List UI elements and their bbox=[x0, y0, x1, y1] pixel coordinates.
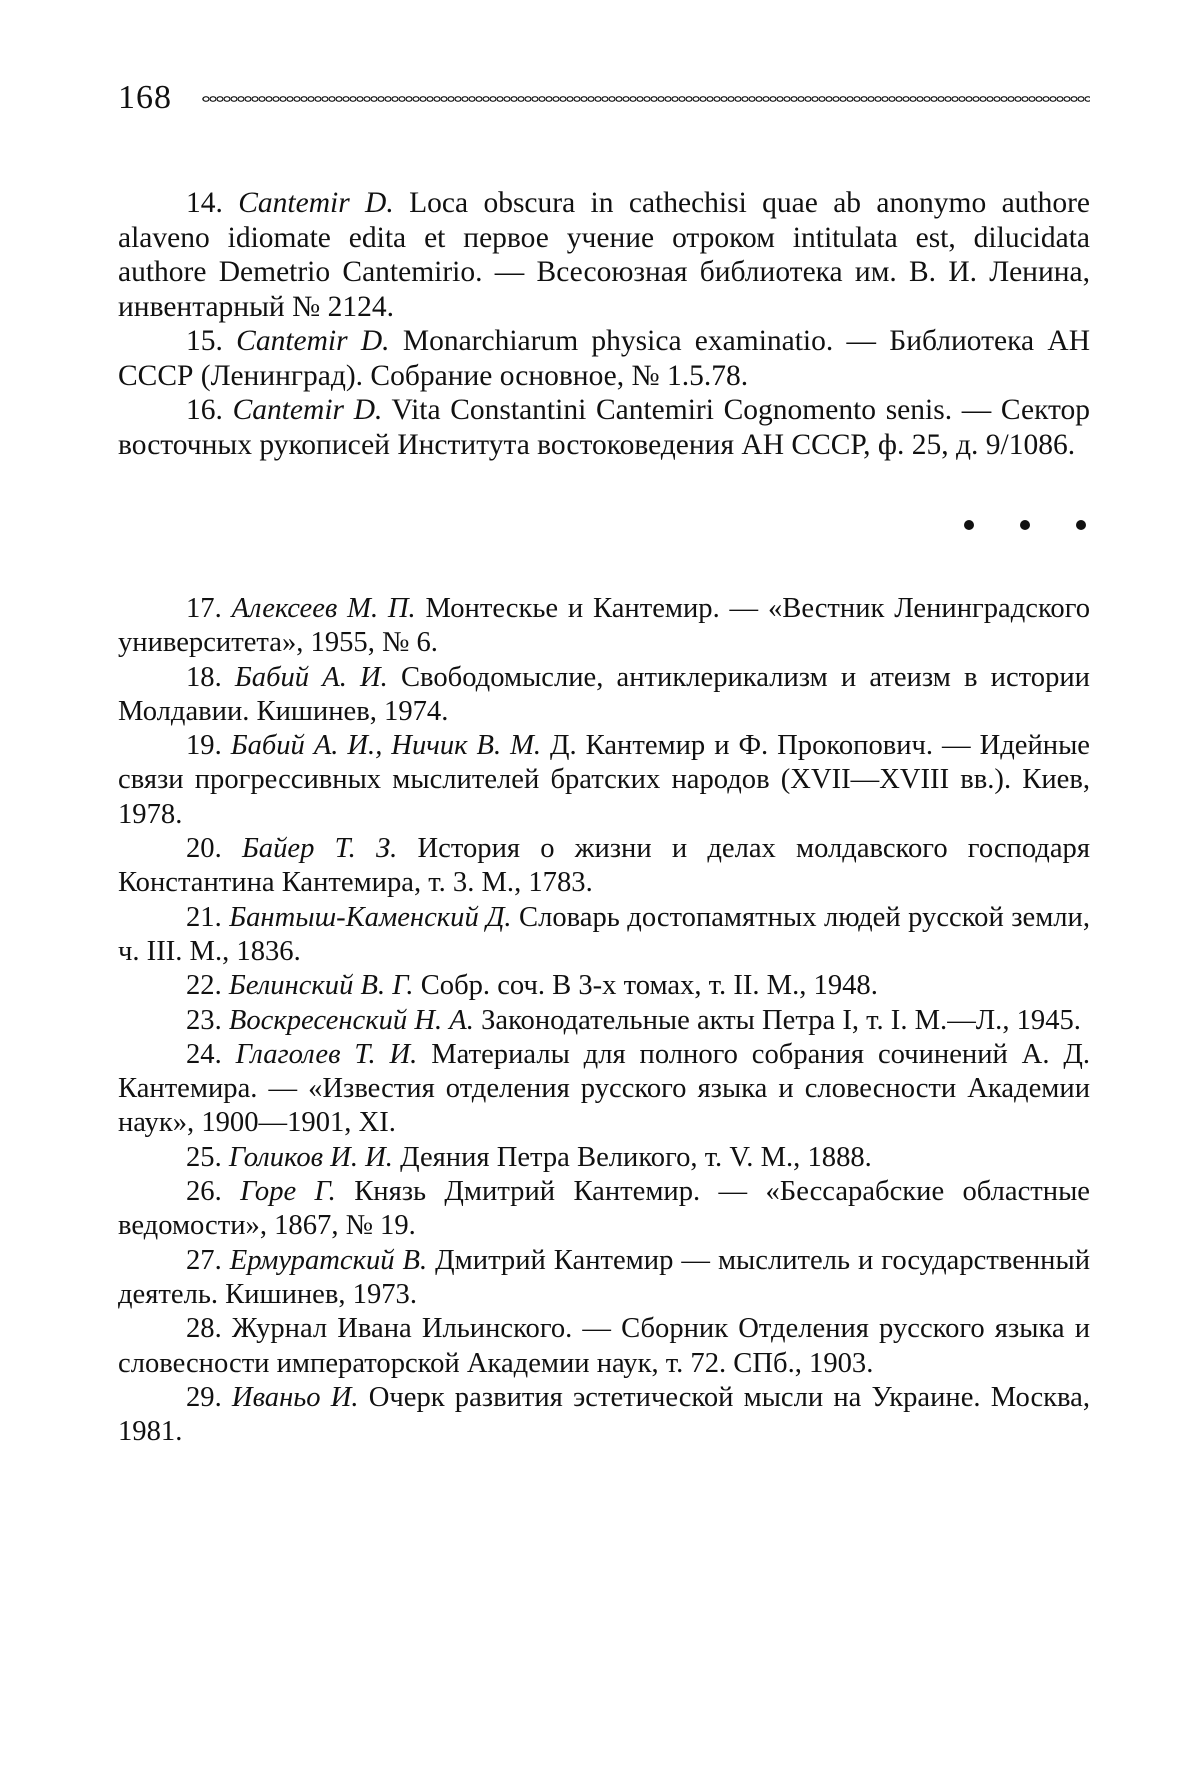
bibliography-entry: 27. Ермуратский В. Дмитрий Кантемир — мыслитель и государственный деятель. Кишинев, 1973. bbox=[118, 1244, 1090, 1310]
bibliography-entry: 14. Cantemir D. Loca obscura in cathechisi quae ab anonymo authore alaveno idiomate edita et первое учение отроком intitulata est, dilucidata authore Demetrio Cantemirio. — Всесоюзная библиотека им. В. И. Ленина, инвентарный № 2124. bbox=[118, 187, 1091, 323]
bibliography-entry: 15. Cantemir D. Monarchiarum physica examinatio. — Библиотека АН СССР (Ленинград). Собрание основное, № 1.5.78. bbox=[118, 325, 1091, 392]
page-number: 168 bbox=[118, 79, 172, 116]
separator-star bbox=[1076, 520, 1086, 530]
bibliography-entry: 29. Иваньо И. Очерк развития эстетической мысли на Украине. Москва, 1981. bbox=[118, 1381, 1090, 1448]
bibliography-entry: 19. Бабий А. И., Ничик В. М. Д. Кантемир и Ф. Прокопович. — Идейные связи прогрессивных мыслителей братских народов (XVII—XVIII вв.). Киев, 1978. bbox=[118, 730, 1090, 830]
bibliography-entry: 23. Воскресенский Н. А. Законодательные акты Петра I, т. I. М.—Л., 1945. bbox=[186, 1004, 1081, 1036]
ornamental-rule bbox=[202, 93, 1090, 105]
bibliography-literature bbox=[118, 592, 1090, 1449]
section-separator bbox=[118, 520, 1090, 530]
bibliography-entry: 22. Белинский В. Г. Собр. соч. В 3-х томах, т. II. М., 1948. bbox=[186, 970, 878, 1002]
bibliography-entry: 24. Глаголев Т. И. Материалы для полного собрания сочинений А. Д. Кантемира. — «Известия отделения русского языка и словесности Академии наук», 1900—1901, XI. bbox=[118, 1038, 1090, 1139]
separator-star bbox=[1020, 520, 1030, 530]
bibliography-entry: 21. Бантыш-Каменский Д. Словарь достопамятных людей русской земли, ч. III. М., 1836. bbox=[118, 901, 1091, 967]
bibliography-entry: 17. Алексеев М. П. Монтескье и Кантемир. — «Вестник Ленинградского университета», 1955, № 6. bbox=[118, 593, 1091, 659]
bibliography-entry: 25. Голиков И. И. Деяния Петра Великого, т. V. М., 1888. bbox=[186, 1141, 872, 1173]
bibliography-entry: 16. Cantemir D. Vita Constantini Cantemiri Cognomento senis. — Сектор восточных рукописей Института востоковедения АН СССР, ф. 25, д. 9/1086. bbox=[118, 394, 1091, 461]
bibliography-entry: 20. Байер Т. З. История о жизни и делах молдавского господаря Константина Кантемира, т. 3. М., 1783. bbox=[118, 833, 1090, 899]
bibliography-manuscripts bbox=[118, 186, 1090, 462]
bibliography-entry: 26. Горе Г. Князь Дмитрий Кантемир. — «Бессарабские областные ведомости», 1867, № 19. bbox=[118, 1176, 1090, 1242]
book-page bbox=[118, 78, 1090, 1449]
page-header bbox=[118, 78, 1090, 118]
separator-star bbox=[964, 520, 974, 530]
bibliography-entry: 18. Бабий А. И. Свободомыслие, антиклерикализм и атеизм в истории Молдавии. Кишинев, 1974. bbox=[118, 661, 1090, 727]
bibliography-entry: 28. Журнал Ивана Ильинского. — Сборник Отделения русского языка и словесности императорской Академии наук, т. 72. СПб., 1903. bbox=[118, 1313, 1090, 1379]
